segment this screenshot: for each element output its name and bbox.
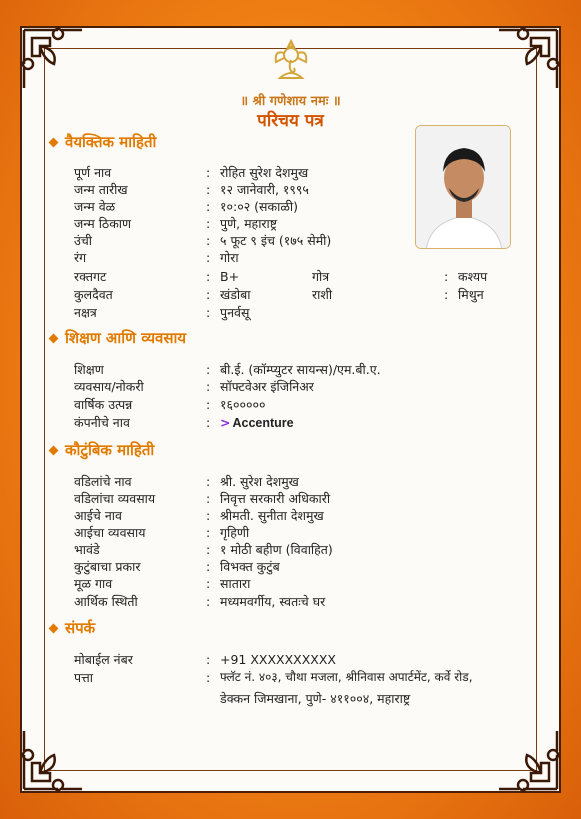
field-full-name xyxy=(74,164,534,181)
colon: : xyxy=(206,216,211,231)
field-label: भावंडे xyxy=(74,542,100,557)
field-value: मध्यमवर्गीय, स्वतःचे घर xyxy=(220,594,326,609)
corner-ornament-bottom-right xyxy=(493,725,563,795)
field-value: १ मोठी बहीण (विवाहित) xyxy=(220,542,333,557)
address-line-2: डेक्कन जिमखाना, पुणे- ४११००४, महाराष्ट्र xyxy=(220,691,411,706)
field-label: रक्तगट xyxy=(74,269,107,284)
colon: : xyxy=(206,250,211,265)
field-father-name xyxy=(74,473,534,490)
corner-ornament-bottom-left xyxy=(18,725,88,795)
field-label: पूर्ण नाव xyxy=(74,165,112,180)
field-label: वडिलांचे नाव xyxy=(74,474,132,489)
field-label: मूळ गाव xyxy=(74,576,113,591)
corner-ornament-top-left xyxy=(18,24,88,94)
field-value: १६००००० xyxy=(220,397,266,412)
field-label: आईचे नाव xyxy=(74,508,122,523)
field-blood-group-gotra xyxy=(74,268,534,285)
section-family-title: कौटुंबिक माहिती xyxy=(65,441,155,459)
field-label: व्यवसाय/नोकरी xyxy=(74,379,144,394)
field-value: श्री. सुरेश देशमुख xyxy=(220,474,299,489)
colon: : xyxy=(206,559,211,574)
colon: : xyxy=(206,508,211,523)
field-kuldaivat-rashi xyxy=(74,286,534,303)
bullet-diamond-icon xyxy=(49,445,59,455)
field-address xyxy=(74,669,534,686)
page-title: परिचय पत्र xyxy=(257,111,324,131)
field-value: विभक्त कुटुंब xyxy=(220,559,280,574)
colon: : xyxy=(206,362,211,377)
field-value: फ्लॅट नं. ४०३, चौथा मजला, श्रीनिवास अपार्टमेंट, कर्वे रोड, xyxy=(220,670,473,684)
field-value: निवृत्त सरकारी अधिकारी xyxy=(220,491,331,506)
colon: : xyxy=(206,542,211,557)
field-mother-occupation xyxy=(74,524,534,541)
field-label: राशी xyxy=(312,287,333,302)
field-label: आईचा व्यवसाय xyxy=(74,525,146,540)
field-label: जन्म तारीख xyxy=(74,182,128,197)
field-label: जन्म वेळ xyxy=(74,199,116,214)
field-height xyxy=(74,232,534,249)
field-value: सॉफ्टवेअर इंजिनिअर xyxy=(220,379,314,394)
field-company xyxy=(74,414,534,431)
field-value: सातारा xyxy=(220,576,251,591)
colon: : xyxy=(206,305,211,320)
field-value: १०:०२ (सकाळी) xyxy=(220,199,298,214)
field-value: Accenture xyxy=(232,416,294,430)
colon: : xyxy=(206,199,211,214)
field-value: मिथुन xyxy=(458,287,484,302)
colon: : xyxy=(206,652,211,667)
field-value: पुणे, महाराष्ट्र xyxy=(220,216,278,231)
field-mother-name xyxy=(74,507,534,524)
colon: : xyxy=(206,415,211,430)
field-birth-place xyxy=(74,215,534,232)
field-value: +91 XXXXXXXXXX xyxy=(220,652,336,667)
shlok-text: ॥ श्री गणेशाय नमः ॥ xyxy=(240,94,341,109)
field-label: जन्म ठिकाण xyxy=(74,216,132,231)
field-mobile xyxy=(74,651,534,668)
bullet-diamond-icon xyxy=(49,137,59,147)
field-label: कंपनीचे नाव xyxy=(74,415,130,430)
field-value: बी.ई. (कॉम्प्युटर सायन्स)/एम.बी.ए. xyxy=(220,362,381,377)
bullet-diamond-icon xyxy=(49,623,59,633)
ganesh-icon xyxy=(268,38,314,84)
field-family-type xyxy=(74,558,534,575)
field-value: पुनर्वसू xyxy=(220,305,250,320)
corner-ornament-top-right xyxy=(493,24,563,94)
field-label: नक्षत्र xyxy=(74,305,97,320)
bullet-diamond-icon xyxy=(49,333,59,343)
field-education xyxy=(74,361,534,378)
colon: : xyxy=(206,576,211,591)
field-label: उंची xyxy=(74,233,93,248)
colon: : xyxy=(444,269,449,284)
colon: : xyxy=(206,670,211,685)
colon: : xyxy=(206,474,211,489)
field-value: B+ xyxy=(220,269,240,284)
field-label: मोबाईल नंबर xyxy=(74,652,133,667)
colon: : xyxy=(206,233,211,248)
section-personal-title: वैयक्तिक माहिती xyxy=(65,133,157,151)
field-label: वार्षिक उत्पन्न xyxy=(74,397,133,412)
field-label: कुलदैवत xyxy=(74,287,113,302)
field-father-occupation xyxy=(74,490,534,507)
colon: : xyxy=(444,287,449,302)
colon: : xyxy=(206,182,211,197)
colon: : xyxy=(206,397,211,412)
field-value: खंडोबा xyxy=(220,287,251,302)
section-contact-title: संपर्क xyxy=(65,619,96,637)
colon: : xyxy=(206,594,211,609)
field-value: ५ फूट ९ इंच (१७५ सेमी) xyxy=(220,233,332,248)
colon: : xyxy=(206,379,211,394)
section-personal-heading xyxy=(50,132,156,152)
field-label: गोत्र xyxy=(312,269,330,284)
field-annual-income xyxy=(74,396,534,413)
colon: : xyxy=(206,269,211,284)
field-occupation xyxy=(74,378,534,395)
field-native-place xyxy=(74,575,534,592)
field-label: वडिलांचा व्यवसाय xyxy=(74,491,156,506)
field-birth-date xyxy=(74,181,534,198)
field-label: शिक्षण xyxy=(74,362,104,377)
section-education-heading xyxy=(50,328,186,348)
colon: : xyxy=(206,491,211,506)
field-label: कुटुंबाचा प्रकार xyxy=(74,559,141,574)
field-value: गोरा xyxy=(220,250,239,265)
field-complexion xyxy=(74,249,534,266)
colon: : xyxy=(206,287,211,302)
field-value: १२ जानेवारी, १९९५ xyxy=(220,182,309,197)
field-siblings xyxy=(74,541,534,558)
field-value: श्रीमती. सुनीता देशमुख xyxy=(220,508,324,523)
field-nakshatra xyxy=(74,304,534,321)
field-value: कश्यप xyxy=(458,269,488,284)
field-financial-status xyxy=(74,593,534,610)
field-label: आर्थिक स्थिती xyxy=(74,594,138,609)
section-family-heading xyxy=(50,440,154,460)
company-value xyxy=(220,414,294,432)
field-label: पत्ता xyxy=(74,670,93,685)
section-education-title: शिक्षण आणि व्यवसाय xyxy=(65,329,187,347)
field-birth-time xyxy=(74,198,534,215)
section-contact-heading xyxy=(50,618,95,638)
colon: : xyxy=(206,165,211,180)
field-value: रोहित सुरेश देशमुख xyxy=(220,165,309,180)
field-value: गृहिणी xyxy=(220,525,250,540)
field-label: रंग xyxy=(74,250,87,265)
accenture-logo-icon: > xyxy=(220,415,231,430)
colon: : xyxy=(206,525,211,540)
